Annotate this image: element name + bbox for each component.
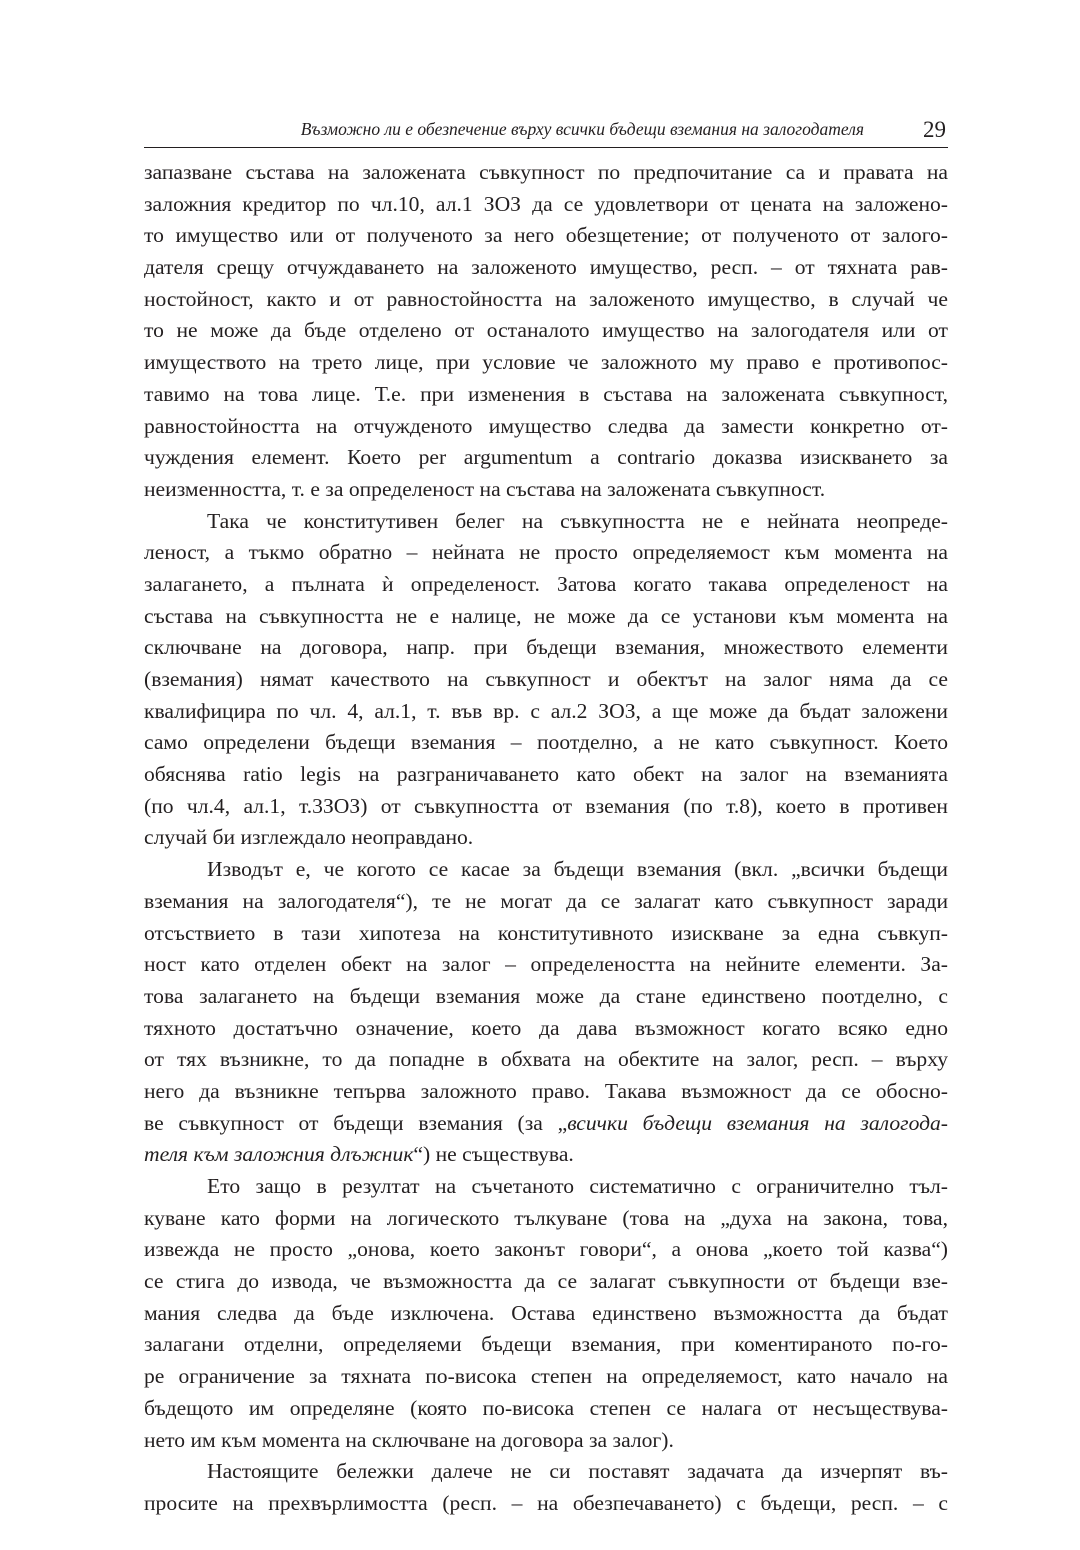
page-number: 29 [923,117,946,142]
text-line: заложния кредитор по чл.10, ал.1 ЗОЗ да се удовлетвори от цената на заложено- [144,191,948,216]
running-title: Възможно ли е обезпечение върху всички бъдещи вземания на залогодателя [300,119,864,139]
text-line: от тях възникне, то да попадне в обхвата на обектите на залог, респ. – върху [144,1047,948,1072]
text-line: Изводът е, че когото се касае за бъдещи вземания (вкл. „всички бъдещи [207,857,948,882]
text-line: залагането, а пълната ѝ определеност. Затова когато такава определеност на [144,571,948,596]
text-line: Настоящите бележки далече не си поставят задачата да изчерпят въ- [207,1459,948,1484]
text-line: то не може да бъде отделено от останалото имущество на залогодателя или от [144,318,948,343]
text-line: ре ограничение за тяхната по-висока степен на определяемост, като начало на [144,1364,948,1389]
text-line: (вземания) нямат качеството на съвкупност и обектът на залог няма да се [144,667,948,691]
text-line: само определени бъдещи вземания – поотделно, а не като съвкупност. Което [144,730,948,755]
text-line: ве съвкупност от бъдещи вземания (за „всички бъдещи вземания на залогода- [144,1110,948,1135]
text-line: вземания на залогодателя“), те не могат да се залагат като съвкупност заради [144,888,948,913]
text-line: куване като форми на логическото тълкуване (това на „духа на закона, това, [144,1205,948,1230]
text-line: просите на прехвърлимостта (респ. – на обезпечаването) с бъдещи, респ. – с [144,1490,948,1515]
italic-quote: теля към заложния длъжник [144,1142,414,1167]
text-line: квалифицира по чл. 4, ал.1, т. във вр. с ал.2 ЗОЗ, а ще може да бъдат заложени [144,698,948,723]
text-line: имуществото на трето лице, при условие че заложното му право е противопос- [144,350,948,375]
italic-quote: всички бъдещи вземания на залогода- [567,1110,948,1135]
text-line: теля към заложния длъжник“) не съществува. [144,1142,574,1167]
text-line: нето им към момента на сключване на договора за залог). [144,1427,674,1452]
text-line: залагани отделни, определяеми бъдещи вземания, при коментираното по-го- [144,1332,948,1357]
text-line: това залагането на бъдещи вземания може да стане единствено поотделно, с [144,983,948,1008]
text-line: запазване състава на заложената съвкупност по предпочитание са и правата на [144,160,948,184]
text-line: бъдещото им определяне (която по-висока степен се налага от несъществува- [144,1395,948,1420]
text-line: случай би изглеждало неоправдано. [144,825,474,850]
text-line: неизменността, т. е за определеност на състава на заложената съвкупност. [144,476,826,501]
text-line: сключване на договора, напр. при бъдещи вземания, множеството елементи [144,635,948,660]
text-line: тяхното достатъчно означение, което да дава възможност когато всяко едно [144,1015,948,1040]
text-line: отсъствието в тази хипотеза на конститутивното изискване за една съвкуп- [144,920,948,945]
text-line: обяснява ratio legis на разграничаването като обект на залог на вземанията [144,762,948,787]
text-line: мания следва да бъде изключена. Остава единствено възможността да бъдат [144,1300,948,1325]
text-line: Ето защо в резултат на съчетаното систематично с ограничително тъл- [207,1174,948,1198]
text-line: ност като отделен обект на залог – определеността на нейните елементи. За- [144,952,948,977]
text-line: (по чл.4, ал.1, т.3ЗОЗ) от съвкупността от вземания (по т.8), което в противен [144,793,948,818]
text-line: се стига до извода, че възможността да се залагат съвкупности от бъдещи взе- [144,1269,948,1294]
text-line: извежда не просто „онова, което законът говори“, а онова „което той казва“) [144,1237,948,1262]
text-line: тавимо на това лице. Т.е. при изменения в състава на заложената съвкупност, [144,381,948,406]
running-header [144,113,948,148]
text-line: то имущество или от полученото за него обезщетение; от полученото от залого- [144,223,948,248]
text-line: чуждения елемент. Което per argumentum a contrario доказва изискването за [144,445,948,470]
text-line: дателя срещу отчуждаването на заложеното имущество, респ. – от тяхната рав- [144,255,948,280]
text-line: него да възникне тепърва заложното право. Такава възможност да се обосно- [144,1078,948,1103]
text-line: състава на съвкупността не е налице, не може да се установи към момента на [144,603,948,628]
body-text [144,157,948,1520]
text-line: Така че конститутивен белег на съвкупността не е нейната неопреде- [207,508,948,533]
text-line: ностойност, както и от равностойността на заложеното имущество, в случай че [144,286,948,311]
text-line: леност, а тъкмо обратно – нейната не просто определяемост към момента на [144,540,948,565]
text-line: равностойността на отчужденото имущество следва да замести конкретно от- [144,413,948,438]
